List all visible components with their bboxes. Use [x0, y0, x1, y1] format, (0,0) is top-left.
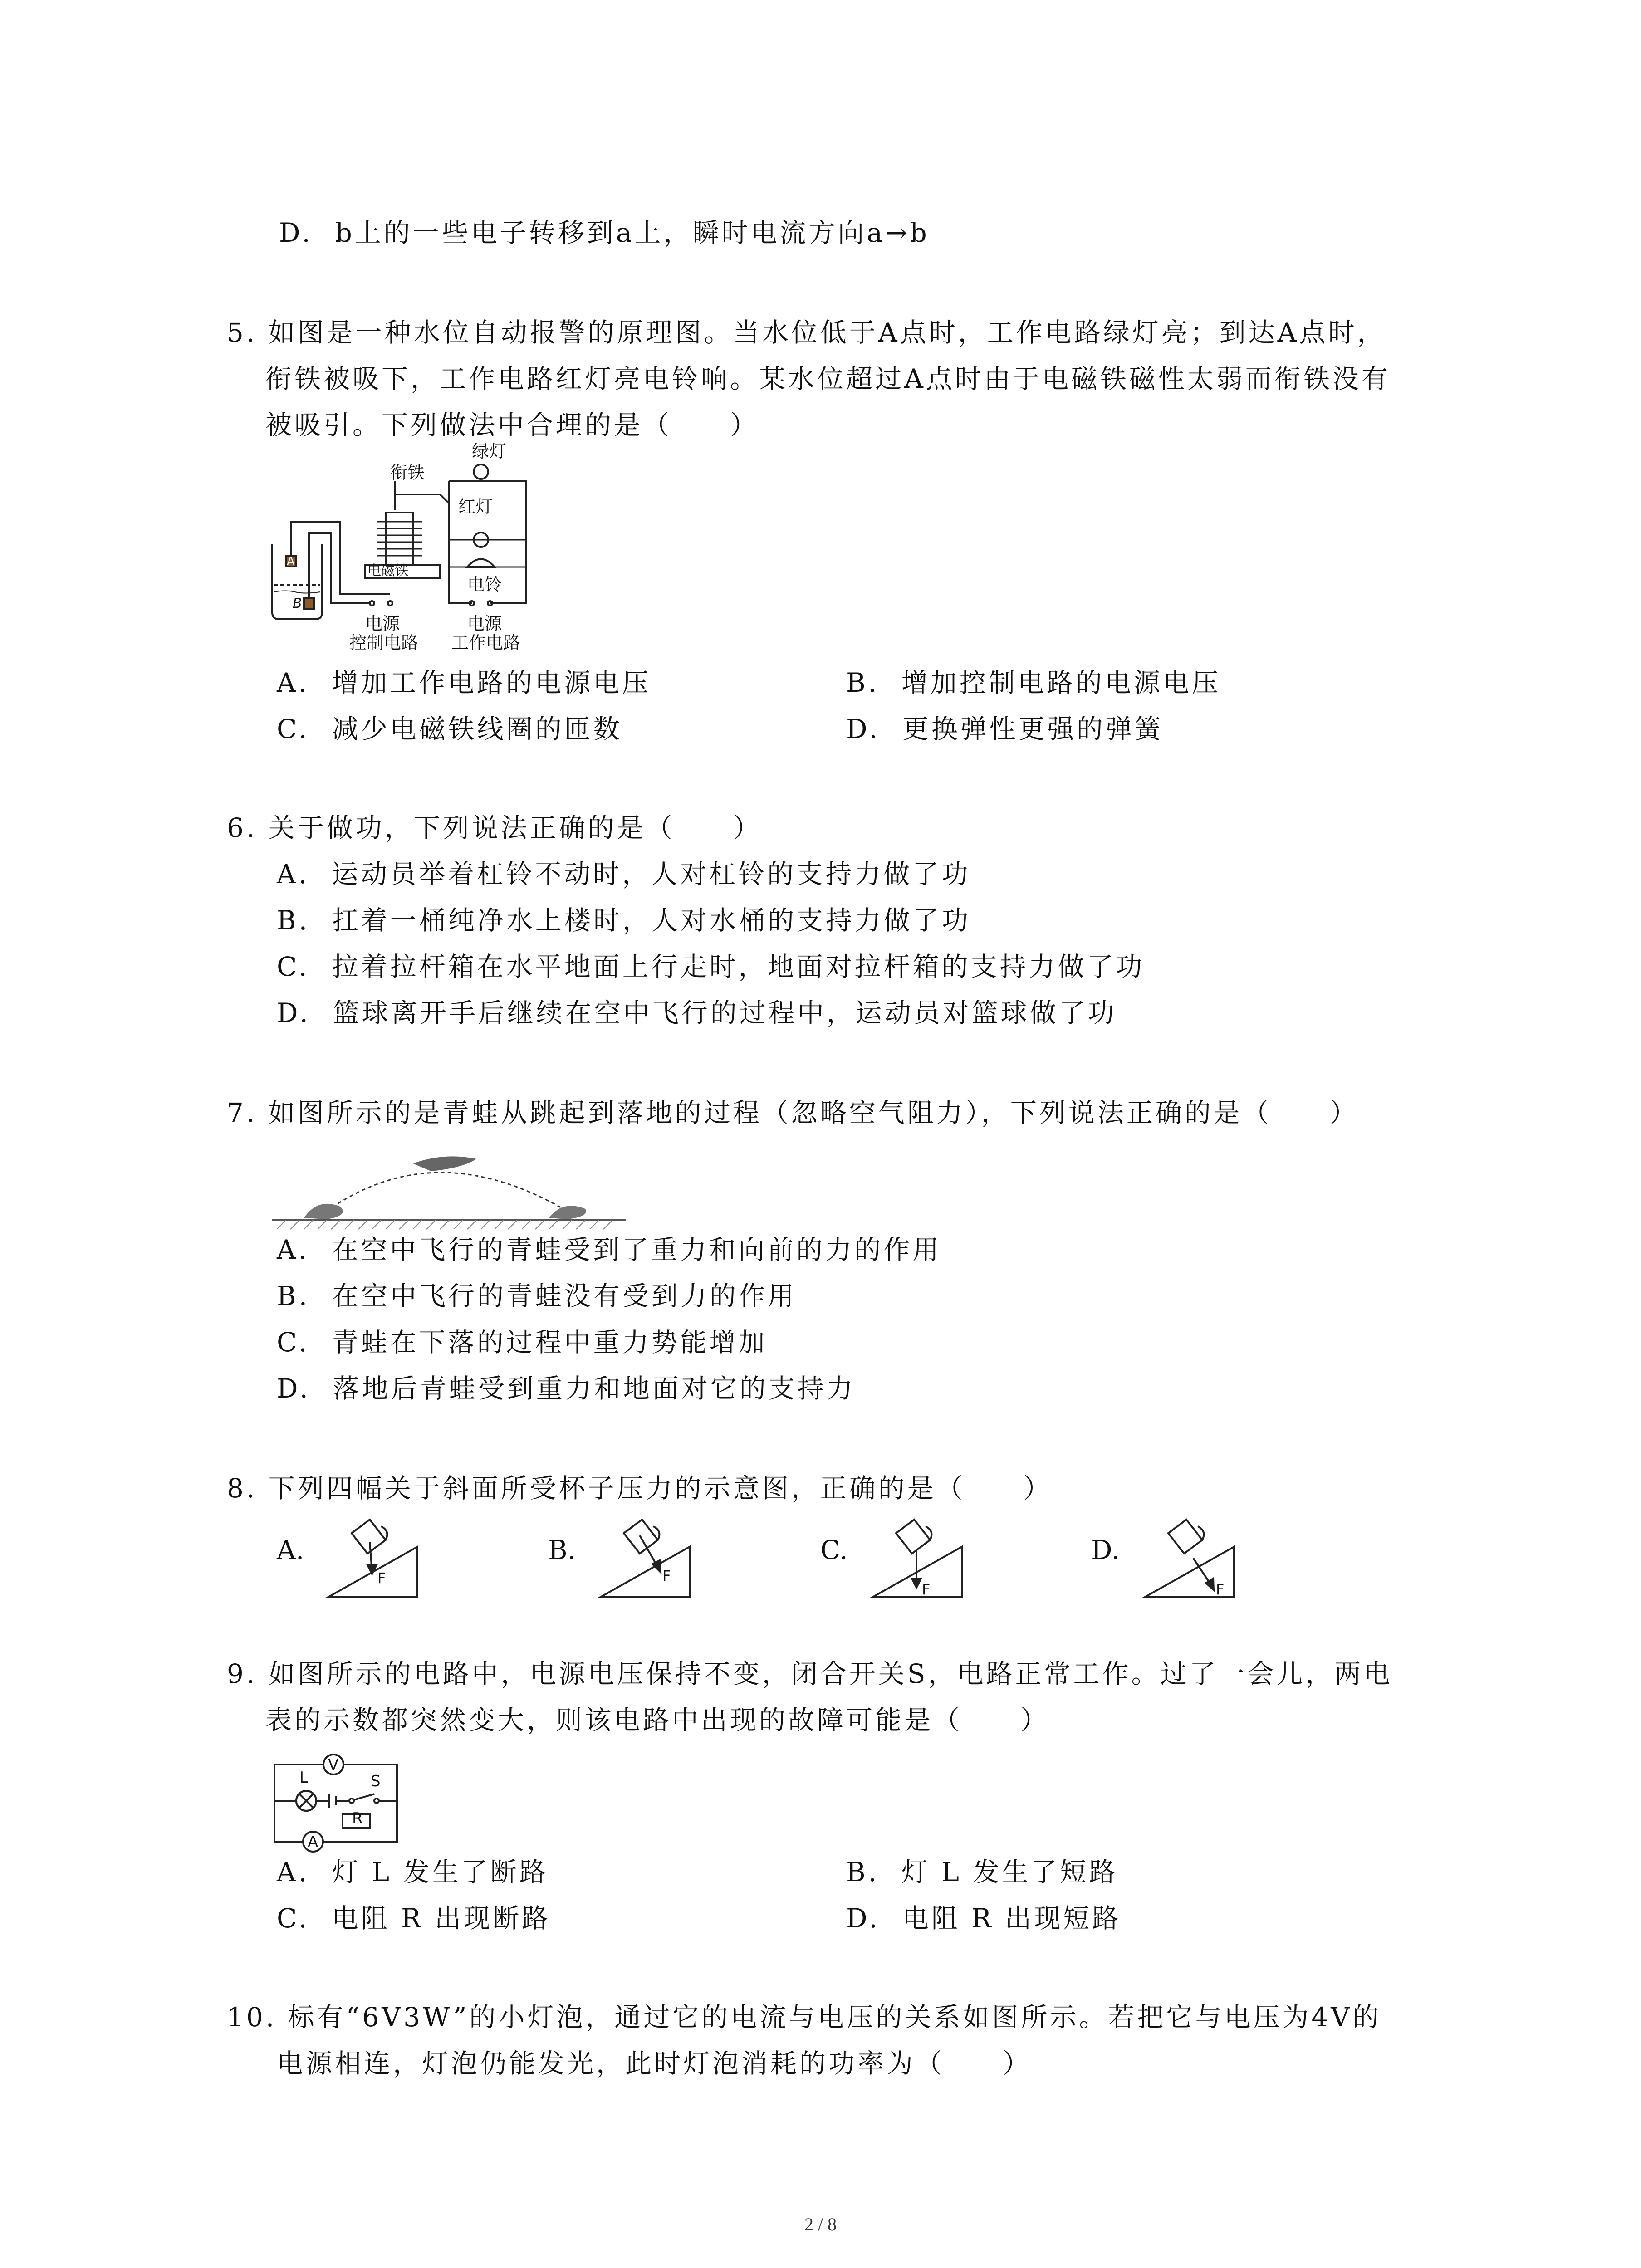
q8-label-b: B. — [548, 1535, 576, 1565]
q6-option-c: C. 拉着拉杆箱在水平地面上行走时，地面对拉杆箱的支持力做了功 — [277, 951, 1145, 982]
q8-label-d: D. — [1091, 1535, 1120, 1565]
q9-option-b: B. 灯 L 发生了短路 — [846, 1857, 1118, 1887]
q8-incline-a — [327, 1515, 422, 1601]
q10-stem-line2: 电源相连，灯泡仍能发光，此时灯泡消耗的功率为（ ） — [277, 2048, 1032, 2079]
q5-alarm-circuit-figure — [268, 441, 558, 662]
q4-option-d: D. b上的一些电子转移到a上，瞬时电流方向a→b — [279, 217, 930, 248]
q8-label-a: A. — [277, 1535, 304, 1565]
q6-option-a: A. 运动员举着杠铃不动时，人对杠铃的支持力做了功 — [277, 859, 971, 890]
electromagnet-label: 电磁铁 — [367, 563, 408, 579]
q9-option-c: C. 电阻 R 出现断路 — [277, 1903, 551, 1934]
resistor-r-label: R — [352, 1809, 363, 1828]
armature-label: 衔铁 — [390, 463, 425, 483]
q8-incline-d — [1143, 1515, 1239, 1601]
force-label: F — [377, 1569, 386, 1587]
red-lamp-label: 红灯 — [458, 497, 493, 517]
q8-incline-c — [871, 1515, 966, 1601]
q8-stem: 8. 下列四幅关于斜面所受杯子压力的示意图，正确的是（ ） — [227, 1473, 1053, 1504]
q5-stem-line1: 5. 如图是一种水位自动报警的原理图。当水位低于A点时，工作电路绿灯亮；到达A点时， — [227, 317, 1386, 348]
q7-option-b: B. 在空中飞行的青蛙没有受到力的作用 — [277, 1281, 797, 1311]
q5-option-d: D. 更换弹性更强的弹簧 — [846, 714, 1164, 744]
q8-incline-b — [599, 1515, 694, 1601]
q7-frog-jump-figure — [272, 1143, 626, 1234]
q6-stem: 6. 关于做功，下列说法正确的是（ ） — [227, 812, 762, 843]
q5-option-a: A. 增加工作电路的电源电压 — [277, 667, 652, 698]
force-label: F — [1216, 1581, 1225, 1598]
q5-stem-line2: 衔铁被吸下，工作电路红灯亮电铃响。某水位超过A点时由于电磁铁磁性太弱而衔铁没有 — [265, 363, 1391, 394]
q6-option-b: B. 扛着一桶纯净水上楼时，人对水桶的支持力做了功 — [277, 905, 971, 936]
q5-option-b: B. 增加控制电路的电源电压 — [846, 667, 1221, 698]
q5-stem-line3: 被吸引。下列做法中合理的是（ ） — [265, 410, 759, 440]
q7-option-d: D. 落地后青蛙受到重力和地面对它的支持力 — [277, 1373, 856, 1404]
q9-circuit-figure — [270, 1751, 406, 1855]
power-label-control: 电源 — [365, 614, 400, 634]
q9-option-d: D. 电阻 R 出现短路 — [846, 1903, 1122, 1934]
green-lamp-label: 绿灯 — [472, 441, 507, 461]
q7-stem: 7. 如图所示的是青蛙从跳起到落地的过程（忽略空气阻力），下列说法正确的是（ ） — [227, 1097, 1359, 1128]
switch-s-label: S — [371, 1772, 381, 1790]
page-number: 2 / 8 — [804, 2214, 837, 2234]
ammeter-label: A — [308, 1833, 318, 1851]
q5-option-c: C. 减少电磁铁线圈的匝数 — [277, 714, 622, 744]
q6-option-d: D. 篮球离开手后继续在空中飞行的过程中，运动员对篮球做了功 — [277, 997, 1117, 1028]
power-label-work: 电源 — [467, 614, 502, 634]
q10-stem-line1: 10. 标有“6V3W”的小灯泡，通过它的电流与电压的关系如图所示。若把它与电压为4V的 — [227, 2002, 1382, 2033]
lamp-l-label: L — [299, 1769, 308, 1787]
q8-label-c: C. — [820, 1535, 848, 1565]
voltmeter-label: V — [328, 1756, 339, 1774]
control-circuit-label: 控制电路 — [349, 633, 419, 653]
bell-label: 电铃 — [467, 575, 502, 595]
work-circuit-label: 工作电路 — [451, 633, 521, 653]
q7-option-a: A. 在空中飞行的青蛙受到了重力和向前的力的作用 — [277, 1234, 942, 1265]
force-label: F — [662, 1567, 671, 1584]
q9-stem-line2: 表的示数都突然变大，则该电路中出现的故障可能是（ ） — [265, 1705, 1050, 1735]
force-label: F — [922, 1581, 931, 1598]
point-b-label: B — [293, 596, 302, 611]
q9-option-a: A. 灯 L 发生了断路 — [277, 1857, 549, 1887]
q9-stem-line1: 9. 如图所示的电路中，电源电压保持不变，闭合开关S，电路正常工作。过了一会儿，两电 — [227, 1658, 1393, 1689]
point-a-label: A — [287, 555, 295, 568]
q7-option-c: C. 青蛙在下落的过程中重力势能增加 — [277, 1327, 768, 1358]
